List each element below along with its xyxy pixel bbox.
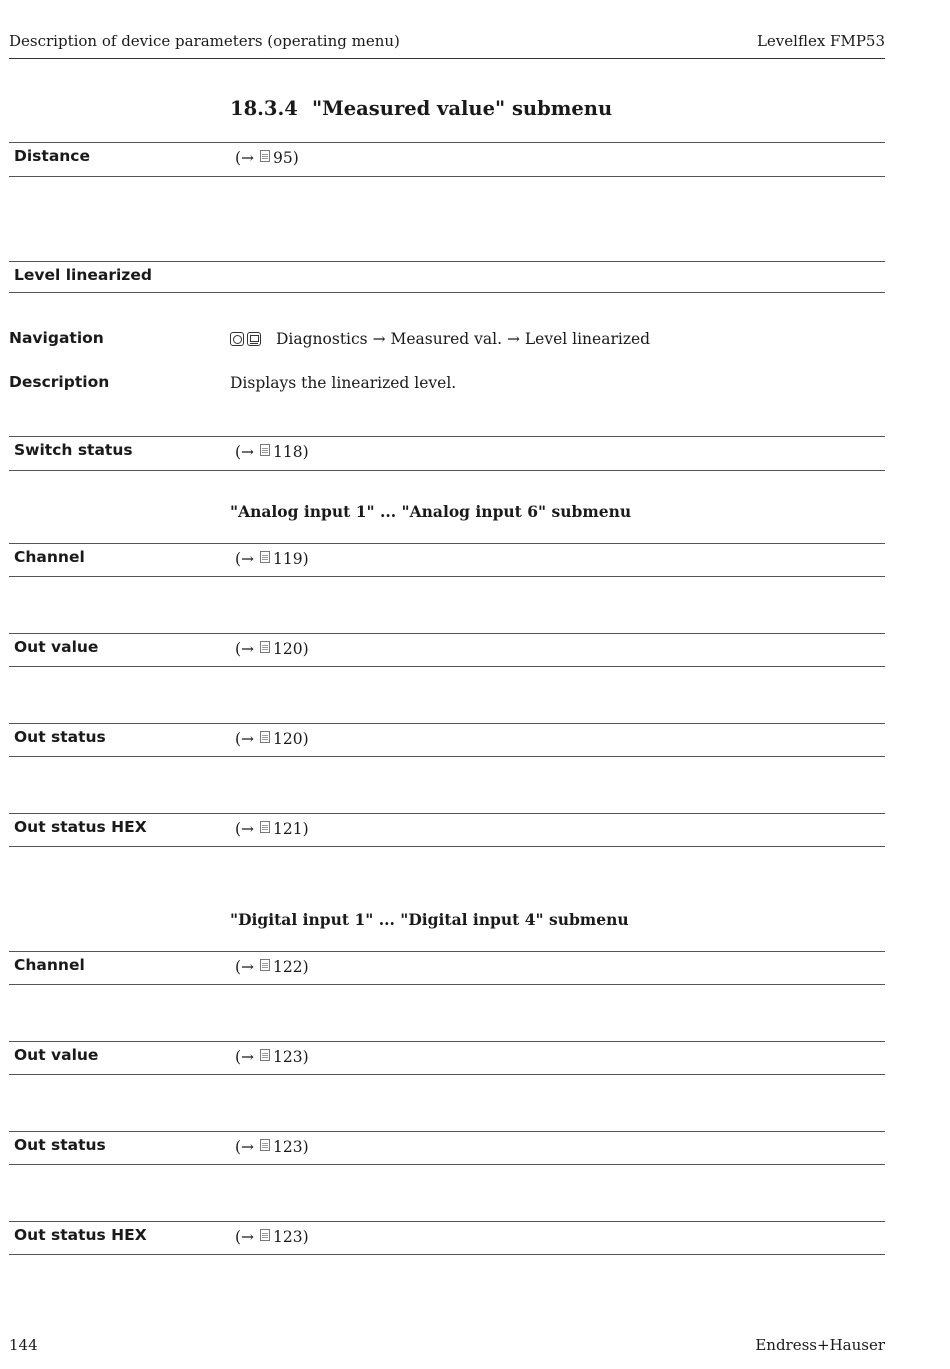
page-number: 144 [9, 1336, 38, 1354]
subsection-heading-digital: "Digital input 1" ... "Digital input 4" submenu [230, 910, 629, 929]
page-ref-icon [260, 959, 270, 971]
page-ref-icon [260, 444, 270, 456]
param-page-ref[interactable]: (→ 119) [235, 550, 309, 568]
param-bar-out-status-digital [9, 1131, 885, 1165]
page-ref-icon [260, 1139, 270, 1151]
description-text: Displays the linearized level. [230, 374, 457, 392]
param-name: Out status [14, 1136, 106, 1154]
param-page-ref[interactable]: (→ 121) [235, 820, 309, 838]
page-ref-icon [260, 551, 270, 563]
header-rule [9, 58, 885, 59]
param-name: Out status [14, 728, 106, 746]
section-number: 18.3.4 [230, 97, 298, 120]
footer-brand: Endress+Hauser [755, 1336, 885, 1354]
param-page-ref[interactable]: (→ 120) [235, 730, 309, 748]
param-page-ref[interactable]: (→ 123) [235, 1048, 309, 1066]
navigation-path-text: Diagnostics → Measured val. → Level linearized [276, 330, 651, 348]
param-name: Distance [14, 147, 91, 165]
param-page-ref[interactable]: (→ 123) [235, 1138, 309, 1156]
page-ref-icon [260, 1049, 270, 1061]
page-ref-icon [260, 731, 270, 743]
page-ref-icon [260, 821, 270, 833]
param-name: Channel [14, 548, 85, 566]
page-ref-icon [260, 641, 270, 653]
param-bar-out-value-digital [9, 1041, 885, 1075]
section-title [230, 97, 612, 120]
param-page-ref[interactable]: (→ 122) [235, 958, 309, 976]
param-bar-level-linearized [9, 261, 885, 293]
param-name: Out status HEX [14, 1226, 147, 1244]
section-title-text: "Measured value" submenu [312, 97, 613, 120]
param-bar-out-value-analog [9, 633, 885, 667]
page-ref-icon [260, 1229, 270, 1241]
param-name: Level linearized [14, 266, 152, 284]
param-page-ref[interactable]: (→ 95) [235, 149, 299, 167]
param-page-ref[interactable]: (→ 123) [235, 1228, 309, 1246]
param-bar-out-status-hex-analog [9, 813, 885, 847]
param-name: Out value [14, 638, 99, 656]
param-name: Out value [14, 1046, 99, 1064]
param-name: Switch status [14, 441, 133, 459]
navigation-label: Navigation [9, 329, 104, 347]
navigation-path [230, 330, 650, 348]
param-bar-out-status-analog [9, 723, 885, 757]
param-bar-switch-status [9, 436, 885, 471]
description-label: Description [9, 373, 110, 391]
page-ref-icon [260, 150, 270, 162]
param-page-ref[interactable]: (→ 118) [235, 443, 309, 461]
operate-key-icon [230, 332, 244, 346]
param-bar-distance [9, 142, 885, 177]
display-key-icon [247, 332, 261, 346]
param-bar-channel-digital [9, 951, 885, 985]
running-header-left: Description of device parameters (operating menu) [9, 32, 400, 50]
param-bar-out-status-hex-digital [9, 1221, 885, 1255]
param-bar-channel-analog [9, 543, 885, 577]
param-page-ref[interactable]: (→ 120) [235, 640, 309, 658]
subsection-heading-analog: "Analog input 1" ... "Analog input 6" submenu [230, 502, 632, 521]
running-header-right: Levelflex FMP53 [756, 32, 885, 50]
param-name: Out status HEX [14, 818, 147, 836]
param-name: Channel [14, 956, 85, 974]
